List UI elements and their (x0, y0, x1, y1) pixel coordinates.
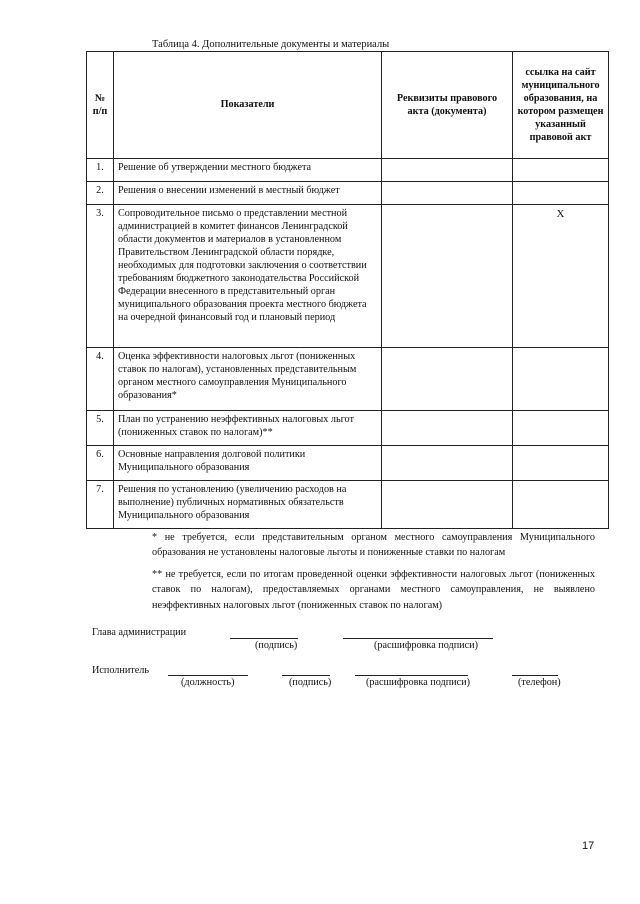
table-row (87, 446, 609, 481)
table-row (87, 159, 609, 182)
table-row (87, 348, 609, 411)
head-signature-line (230, 638, 298, 639)
row-num: 7. (87, 481, 114, 529)
table-caption: Таблица 4. Дополнительные документы и материалы (152, 39, 390, 50)
row-num: 2. (87, 182, 114, 205)
row-text: Основные направления долговой политики Муниципального образования (114, 446, 382, 481)
row-link (513, 446, 609, 481)
documents-table (86, 51, 609, 529)
row-text: Решения о внесении изменений в местный бюджет (114, 182, 382, 205)
header-indicators: Показатели (114, 52, 382, 159)
row-num: 3. (87, 205, 114, 348)
header-link: ссылка на сайт муниципального образования, на котором размещен указанный правовой акт (513, 52, 609, 159)
executor-signature-hint: (подпись) (289, 677, 332, 688)
executor-position-hint: (должность) (181, 677, 235, 688)
row-details (382, 348, 513, 411)
row-text: Решения по установлению (увеличению расходов на выполнение) публичных нормативных обязательств Муниципального образования (114, 481, 382, 529)
page-number: 17 (582, 840, 595, 852)
table-row (87, 205, 609, 348)
table-header-row (87, 52, 609, 159)
table-row (87, 411, 609, 446)
header-num: № п/п (87, 52, 114, 159)
executor-position-line (168, 675, 248, 676)
row-link (513, 348, 609, 411)
table-row (87, 182, 609, 205)
row-link: Х (513, 205, 609, 348)
row-num: 6. (87, 446, 114, 481)
head-signature-hint: (подпись) (255, 640, 298, 651)
row-text: Решение об утверждении местного бюджета (114, 159, 382, 182)
header-details: Реквизиты правового акта (документа) (382, 52, 513, 159)
row-link (513, 159, 609, 182)
row-text: Сопроводительное письмо о представлении местной администрацией в комитет финансов Ленинградской области документов и материалов в установленном Правительством Ленинградской области порядке, необходимых для подготовки заключения о соответствии требованиям бюджетного законодательства Российской Федерации внесенного в представительный орган муниципального образования проекта местного бюджета на очередной финансовый год и плановый период (114, 205, 382, 348)
head-label: Глава администрации (92, 627, 187, 638)
row-link (513, 481, 609, 529)
row-num: 5. (87, 411, 114, 446)
row-num: 1. (87, 159, 114, 182)
row-num: 4. (87, 348, 114, 411)
row-details (382, 481, 513, 529)
executor-label: Исполнитель (92, 665, 149, 676)
footnote-one: * не требуется, если представительным органом местного самоуправления Муниципального образования не установлены налоговые льготы и пониженные ставки по налогам (152, 532, 595, 559)
row-details (382, 205, 513, 348)
footnote-two: ** не требуется, если по итогам проведенной оценки эффективности налоговых льгот (пониженных ставок по налогам), предоставляемых органами местного самоуправления, не выявлено неэффективных налоговых льгот (пониженных ставок по налогам) (152, 569, 595, 611)
head-name-hint: (расшифровка подписи) (374, 640, 478, 651)
row-text: План по устранению неэффективных налоговых льгот (пониженных ставок по налогам)** (114, 411, 382, 446)
row-text: Оценка эффективности налоговых льгот (пониженных ставок по налогам), установленных представительным органом местного самоуправления Муниципального образования* (114, 348, 382, 411)
row-link (513, 182, 609, 205)
row-details (382, 182, 513, 205)
executor-name-hint: (расшифровка подписи) (366, 677, 470, 688)
executor-phone-line (512, 675, 558, 676)
executor-signature-line (282, 675, 330, 676)
row-details (382, 159, 513, 182)
row-details (382, 411, 513, 446)
table-row (87, 481, 609, 529)
row-link (513, 411, 609, 446)
executor-phone-hint: (телефон) (518, 677, 561, 688)
row-details (382, 446, 513, 481)
executor-name-line (355, 675, 468, 676)
head-name-line (343, 638, 493, 639)
